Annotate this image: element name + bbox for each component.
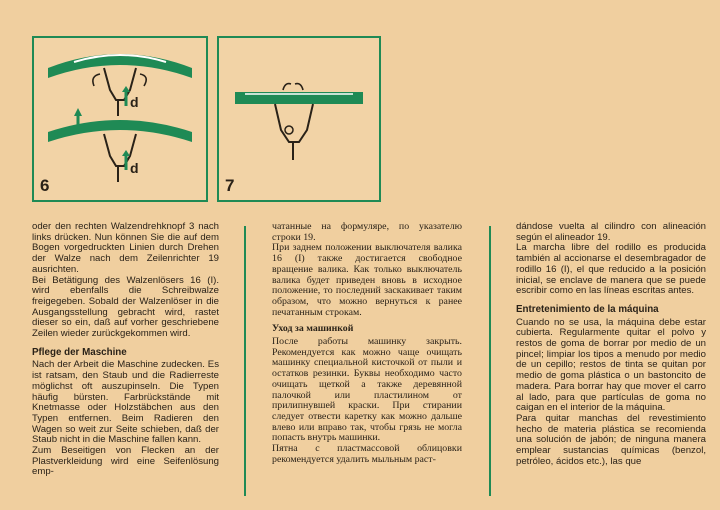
column-divider-2 [489, 226, 491, 496]
russian-intro: чатанные на формуляре, по указателю строки 19. [272, 221, 462, 243]
spanish-paragraph-2: La marcha libre del rodillo es producida también al accionarse el desembragador de rodillo 16 (I), el que reducido a la posición inicial, se enclave de manera que se puede escribir como en las líneas escritas antes. [516, 242, 706, 297]
german-paragraph-2: Bei Betätigung des Walzenlösers 16 (I). wird ebenfalls die Schreibwalze freigegeben. Sobald der Walzenlöser in die Ausgangsstellung gebracht wird, rastet dieser so ein, daß auf vorher geschriebene Zeilen wieder zurückgekommen wird. [32, 274, 219, 340]
spanish-column [516, 222, 706, 467]
spanish-paragraph-4: Para quitar manchas del revestimiento hecho de materia plástica se recomienda una solución de jabón; de ninguna manera emplear sustancias químicas (benzol, petróleo, ácidos etc.), las que [516, 412, 706, 467]
figure-7-number: 7 [225, 176, 235, 195]
german-intro: oder den rechten Walzendrehknopf 3 nach links drücken. Nun können Sie die auf dem Bogen vorgedruckten Linien durch Drehen der Walze nach dem Zeilenrichter 19 ausrichten. [32, 221, 219, 275]
russian-paragraph-4: Пятна с пластмассовой облицовки рекомендуется удалить мыльным раст- [272, 443, 462, 465]
figure-7 [217, 36, 381, 202]
column-divider-1 [244, 226, 246, 496]
figure-6-label-d-lower: d [130, 160, 139, 176]
russian-heading: Уход за машинкой [272, 323, 354, 335]
german-heading: Pflege der Maschine [32, 346, 127, 358]
german-paragraph-3: Nach der Arbeit die Maschine zudecken. Es ist ratsam, den Staub und die Radierreste möglichst oft auszupinseln. Die Typen häufig bürsten. Farbrückstände mit Knetmasse oder Holzstäbchen aus den Typen entfernen. Beim Radieren den Wagen so weit zur Seite schieben, daß der Staub nicht in die Maschine fallen kann. [32, 359, 219, 446]
spanish-intro: dándose vuelta al cilindro con alineación según el alineador 19. [516, 221, 706, 243]
figure-6 [32, 36, 208, 202]
russian-column [272, 222, 462, 465]
figure-6-illustration [34, 38, 206, 200]
german-paragraph-4: Zum Beseitigen von Flecken an der Plastverkleidung wird eine Seifenlösung emp- [32, 445, 219, 478]
figure-6-label-d: d [130, 94, 139, 110]
russian-paragraph-2: При заднем положении выключателя валика 16 (I) также достигается свободное вращение валика. Как только выключатель валика будет приведен вновь в исходное положение, то последний заскакивает таким образом, что можно вернуться к ранее печатанным строкам. [272, 242, 462, 318]
german-column [32, 222, 219, 478]
spanish-paragraph-3: Cuando no se usa, la máquina debe estar cubierta. Regularmente quitar el polvo y restos de goma de borrar por medio de un pincel; limpiar los tipos a menudo por medio de un cepillo; restos de tinta se quitan por medio de goma plástica o un bastoncito de madera. Para borrar hay que mover el carro al lado, para que partículas de goma no caigan en el interior de la máquina. [516, 316, 706, 414]
figure-6-number: 6 [40, 176, 50, 195]
figure-7-illustration [219, 38, 379, 200]
spanish-heading: Entretenimiento de la máquina [516, 303, 659, 315]
russian-paragraph-3: После работы машинку закрыть. Рекомендуется как можно чаще очищать машинку специальной кисточкой от пыли и остатков резинки. Буквы необходимо часто очищать щеткой а также деревянной палочкой или пластилином от прилипнувшей краски. При стирании следует отвести каретку как можно дальше влево или вправо так, чтобы грязь не могла попасть внутрь машинки. [272, 336, 462, 444]
